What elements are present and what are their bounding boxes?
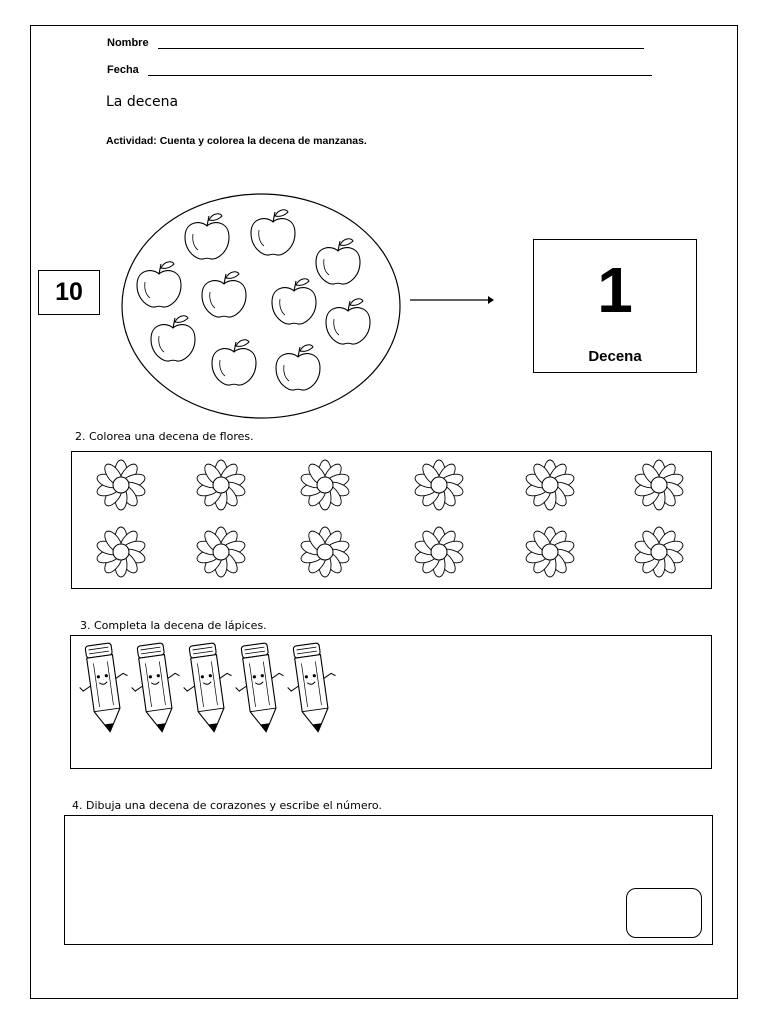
nombre-field [107, 37, 644, 49]
decena-label: Decena [588, 348, 642, 365]
pencil-icon[interactable] [285, 640, 341, 736]
fecha-label: Fecha [107, 64, 139, 76]
decena-number: 1 [597, 254, 633, 326]
activity-text: Cuenta y colorea la decena de manzanas. [159, 135, 367, 147]
pencils-box [70, 635, 712, 769]
pencil-icon[interactable] [181, 640, 237, 736]
pencil-icon[interactable] [233, 640, 289, 736]
hearts-drawing-area[interactable] [64, 815, 713, 945]
arrow-right-icon [410, 290, 494, 310]
flower-icon[interactable] [186, 523, 256, 581]
flower-icon[interactable] [515, 456, 585, 514]
flower-icon[interactable] [290, 523, 360, 581]
question-4-text: 4. Dibuja una decena de corazones y escribe el número. [72, 799, 382, 812]
activity-label: Actividad: [106, 135, 157, 147]
fecha-line[interactable] [148, 66, 652, 76]
flower-icon[interactable] [290, 456, 360, 514]
flower-icon[interactable] [86, 523, 156, 581]
nombre-label: Nombre [107, 37, 149, 49]
pencil-icon[interactable] [129, 640, 185, 736]
answer-number-box[interactable] [626, 888, 702, 938]
pencil-icon[interactable] [77, 640, 133, 736]
count-box: 10 [38, 270, 100, 315]
flower-icon[interactable] [404, 523, 474, 581]
flower-icon[interactable] [86, 456, 156, 514]
flower-icon[interactable] [515, 523, 585, 581]
flower-icon[interactable] [624, 523, 694, 581]
page-title: La decena [106, 94, 179, 110]
question-3-text: 3. Completa la decena de lápices. [80, 619, 267, 632]
apple-plate [120, 192, 402, 420]
flowers-box [71, 451, 712, 589]
decena-box [533, 239, 697, 373]
flower-icon[interactable] [404, 456, 474, 514]
nombre-line[interactable] [158, 39, 644, 49]
question-2-text: 2. Colorea una decena de flores. [75, 430, 254, 443]
flower-icon[interactable] [186, 456, 256, 514]
activity-instruction [106, 135, 367, 147]
fecha-field [107, 64, 652, 76]
flower-icon[interactable] [624, 456, 694, 514]
